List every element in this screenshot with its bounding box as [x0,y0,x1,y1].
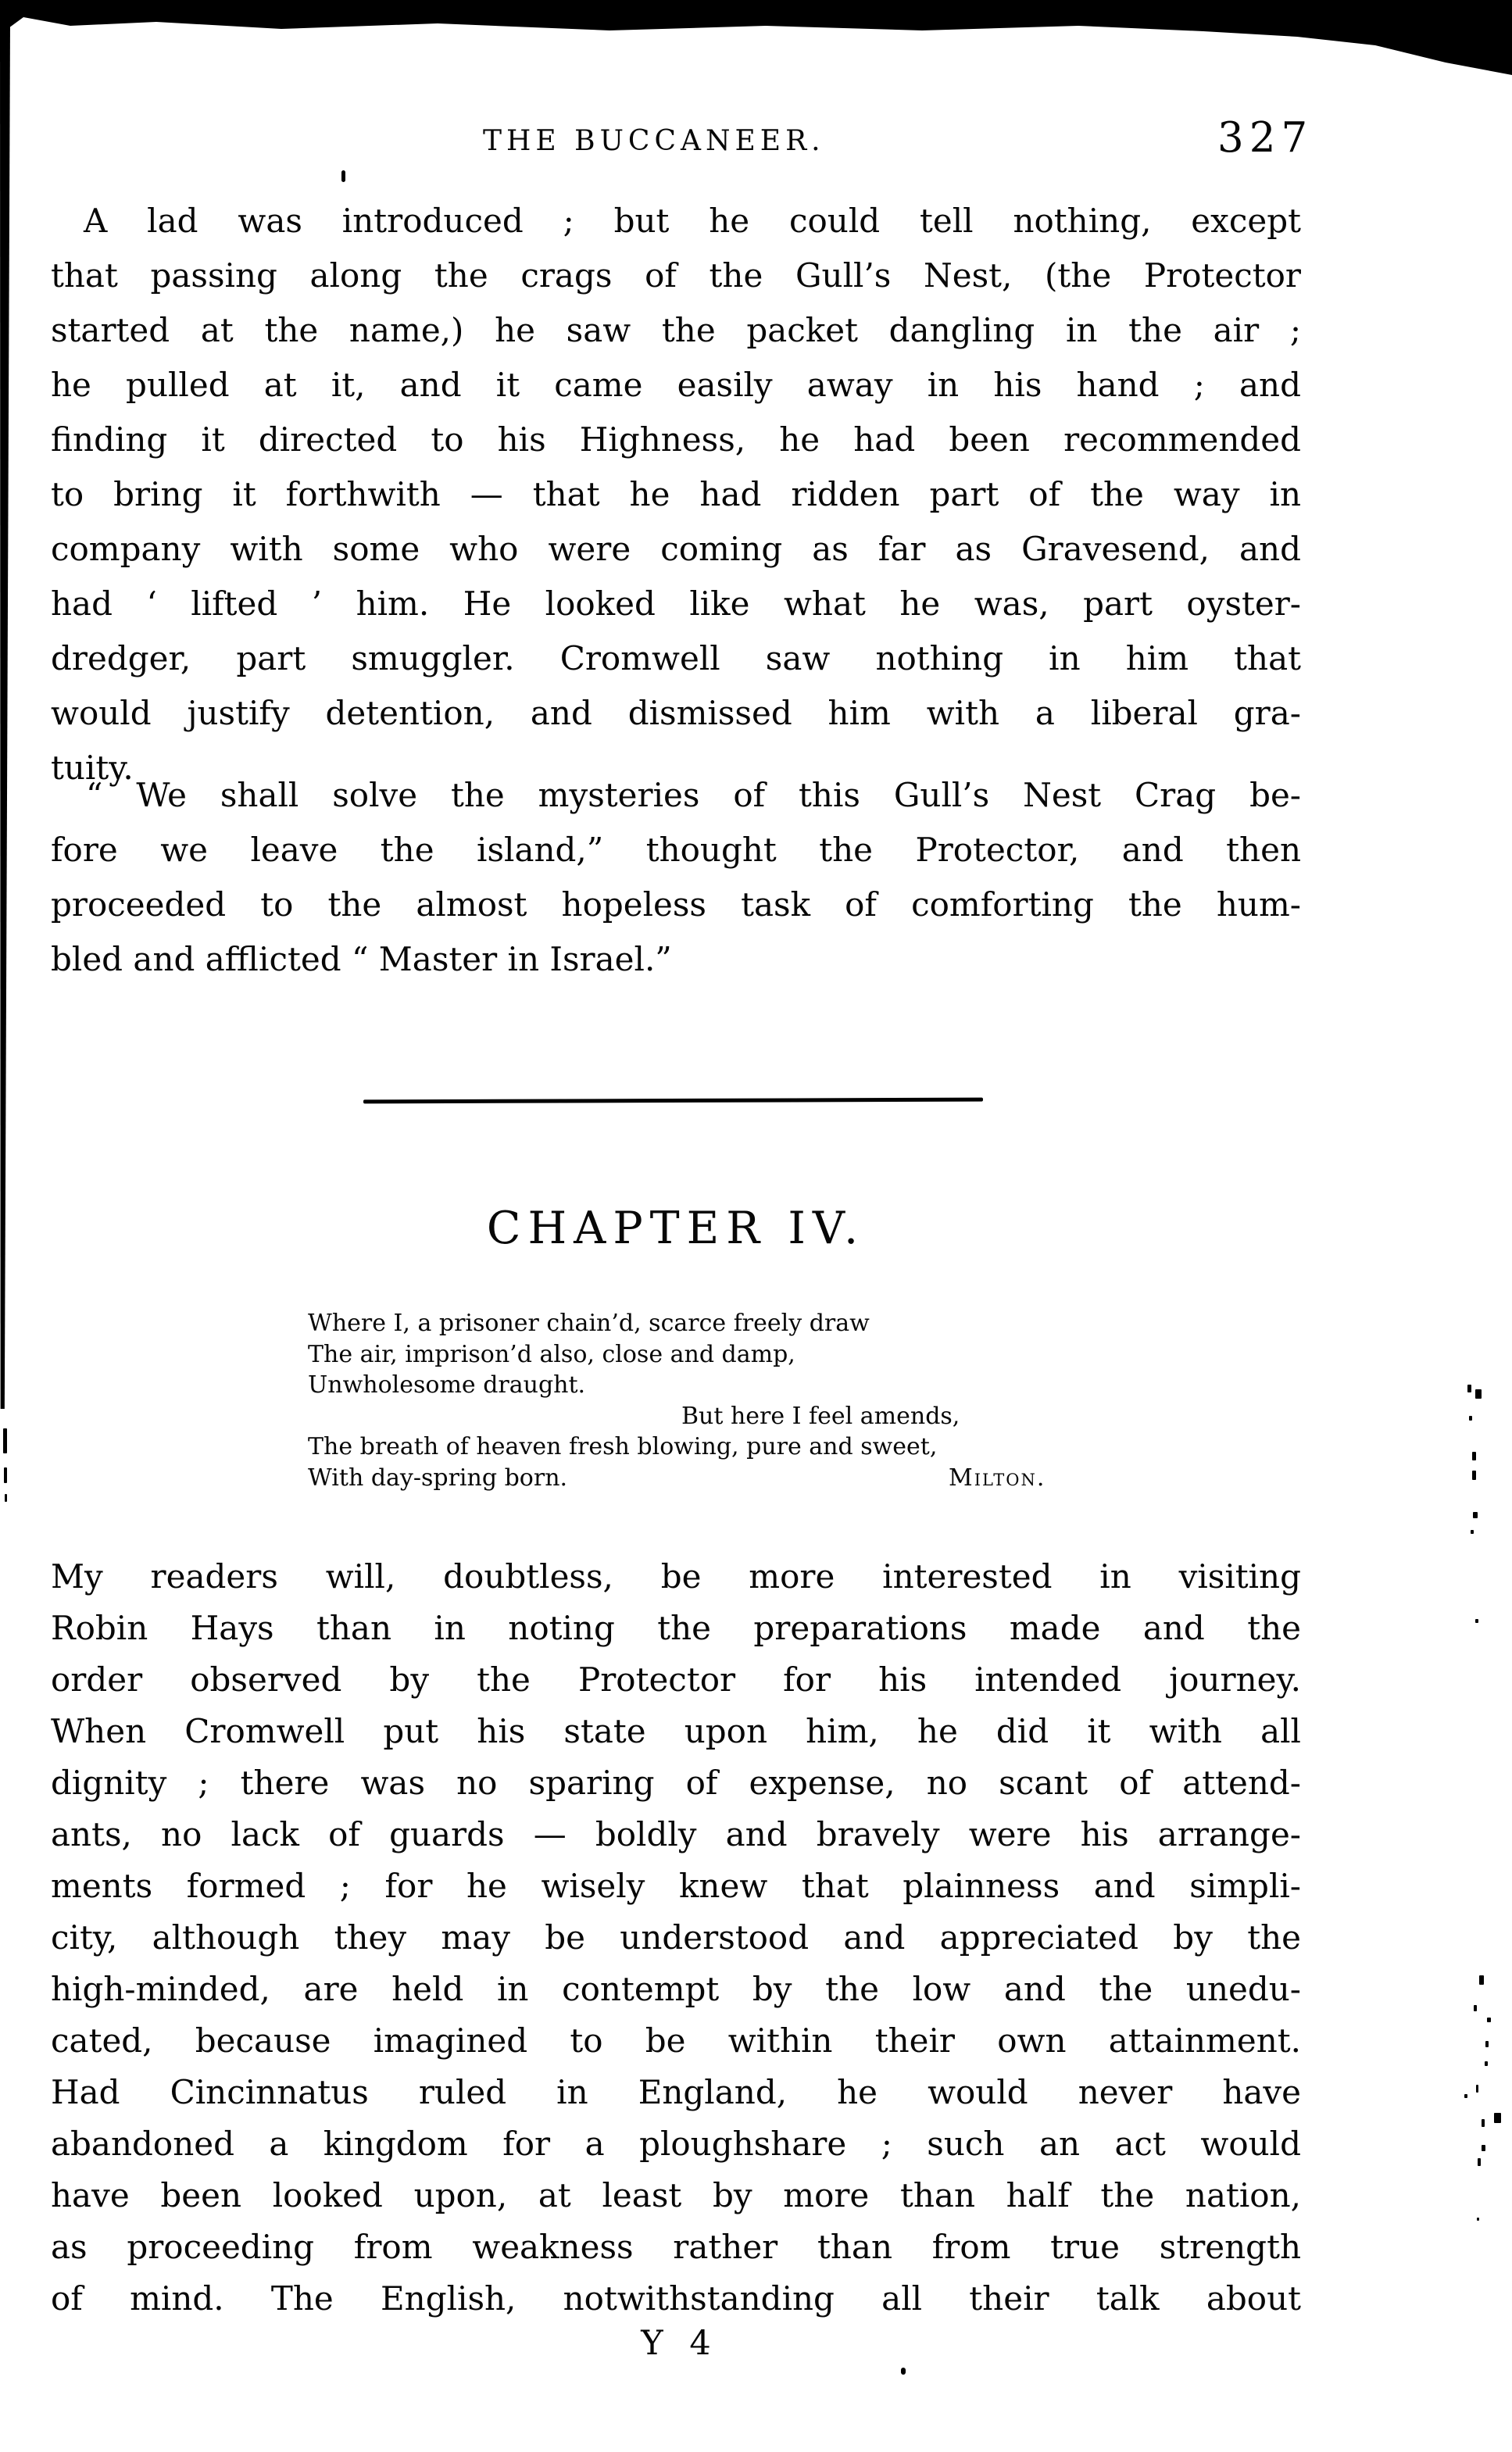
text-line: he pulled at it, and it came easily away in his hand ; and [51,366,1301,404]
text-line: tuity. [51,749,134,787]
scan-artifact [901,2368,906,2375]
scan-artifact [3,1428,7,1453]
paragraph-1 [51,194,1301,795]
text-line: city, although they may be understood and appreciated by the [51,1918,1301,1957]
text-line: dredger, part smuggler. Cromwell saw nothing in him that [51,639,1301,677]
text-line: as proceeding from weakness rather than from true strength [51,2228,1301,2266]
scan-artifact [1475,1619,1478,1623]
scan-artifact [1475,1389,1482,1399]
text-line: Had Cincinnatus ruled in England, he would never have [51,2073,1301,2111]
scan-artifact [1476,2085,1478,2093]
scan-left-edge-artifact [0,22,10,1409]
text-line: to bring it forthwith — that he had ridden part of the way in [51,475,1301,513]
text-line: would justify detention, and dismissed him with a liberal gra- [51,694,1301,732]
scan-artifact [1477,2218,1479,2221]
epigraph-line-text: With day-spring born. [308,1464,568,1492]
text-line: high-minded, are held in contempt by the low and the unedu- [51,1970,1301,2008]
scan-artifact [1473,1512,1478,1518]
text-line: order observed by the Protector for his intended journey. [51,1660,1301,1699]
scan-artifact [1474,2005,1477,2011]
signature-mark: Y 4 [641,2324,711,2363]
scan-artifact [1479,1975,1484,1985]
scan-artifact [1471,1530,1474,1534]
epigraph-line: The breath of heaven fresh blowing, pure and sweet, [308,1433,938,1460]
text-line: “ We shall solve the mysteries of this Gull’s Nest Crag be- [86,776,1301,814]
text-line: proceeded to the almost hopeless task of comforting the hum- [51,885,1301,924]
epigraph-attribution: Milton. [949,1464,1046,1492]
text-line: had ‘ lifted ’ him. He looked like what he was, part oyster- [51,584,1301,623]
text-line: fore we leave the island,” thought the Protector, and then [51,831,1301,869]
scan-artifact [1485,2041,1489,2047]
scan-artifact [1467,1385,1471,1392]
text-line: ments formed ; for he wisely knew that plainness and simpli- [51,1867,1301,1905]
scan-artifact [4,1467,7,1483]
scan-artifact [1494,2113,1501,2123]
scan-top-edge-artifact [0,0,1512,75]
epigraph-line: But here I feel amends, [681,1402,960,1430]
text-line: When Cromwell put his state upon him, he did it with all [51,1712,1301,1750]
running-title: THE BUCCANEER. [483,125,825,157]
scan-artifact [1472,1452,1476,1460]
section-divider-rule [363,1098,983,1104]
text-line: finding it directed to his Highness, he had been recommended [51,420,1301,459]
epigraph-line [308,1463,1206,1494]
epigraph-line: Where I, a prisoner chain’d, scarce freely draw [308,1310,870,1337]
text-line: ants, no lack of guards — boldly and bravely were his arrange- [51,1815,1301,1853]
text-line: of mind. The English, notwithstanding all their talk about [51,2279,1301,2318]
scan-artifact [1487,2018,1491,2022]
scan-artifact [1464,2094,1467,2098]
text-line: Robin Hays than in noting the preparations made and the [51,1609,1301,1647]
scan-artifact [341,170,345,182]
text-line: have been looked upon, at least by more than half the nation, [51,2176,1301,2214]
paragraph-3 [51,1551,1301,2325]
text-line: dignity ; there was no sparing of expense, no scant of attend- [51,1764,1301,1802]
scan-artifact [1472,1471,1476,1480]
paragraph-2 [51,768,1301,987]
text-line: started at the name,) he saw the packet dangling in the air ; [51,311,1301,349]
text-line: bled and afflicted “ Master in Israel.” [51,940,672,978]
scan-artifact [1485,2061,1488,2066]
epigraph-line: Unwholesome draught. [308,1371,586,1399]
text-line: cated, because imagined to be within their own attainment. [51,2021,1301,2060]
epigraph-line: The air, imprison’d also, close and damp, [308,1340,795,1368]
page-number: 327 [1217,114,1314,162]
scan-artifact [1469,1416,1472,1421]
epigraph [308,1308,1206,1493]
scan-artifact [1482,2119,1485,2127]
scan-artifact [1478,2158,1481,2166]
text-line: My readers will, doubtless, be more interested in visiting [51,1557,1301,1596]
text-line: company with some who were coming as far as Gravesend, and [51,530,1301,568]
chapter-heading: CHAPTER IV. [486,1203,866,1254]
text-line: that passing along the crags of the Gull’s Nest, (the Protector [51,256,1301,295]
scan-artifact [1482,2145,1485,2151]
text-line: abandoned a kingdom for a ploughshare ; such an act would [51,2125,1301,2163]
scan-artifact [5,1494,7,1502]
text-line: A lad was introduced ; but he could tell nothing, except [84,202,1301,240]
